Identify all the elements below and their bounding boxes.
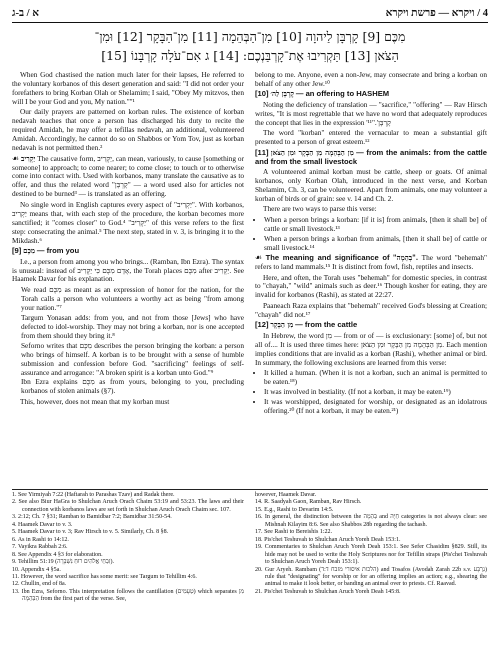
- paragraph: The word "korban" entered the vernacular to mean a substantial gift presented to a person of great esteem.¹²: [255, 128, 487, 147]
- footnote: 20. Gur Aryeh. Rambam (הלכות איסורי מזבח ד:ד) and Tosafos (Avodah Zarah 22b s.v. נִרְבָּע) rule that "designating" for worship or for an offering implies an action; e.g., shearing the animal to make it look better, or banding an animal over to priests. Cf. Raavad.: [255, 566, 487, 588]
- footnote: 1. See Yirmiyah 7:22 (Haftarah to Parashas Tzav) and Radak there.: [12, 492, 175, 498]
- footnote: 16. In general, the distinction between the בְּהֵמָה and חַיָּה categories is not always clear: see Mishnah Kilayim 8:6. See also Shabbos 28b regarding the tachash.: [255, 514, 487, 528]
- footnote: however, Haamek Davar.: [255, 492, 317, 498]
- footnote: 13. Ibn Ezra, Seforno. This interpretation follows the cantillation (טְעָמִים) which separates מִן הַבְּהֵמָה from the first part of the verse. See,: [12, 588, 244, 603]
- footnotes-right-column: [255, 492, 487, 604]
- bullet-list: [255, 216, 487, 253]
- chapter-verse-ref: א / ב-ג: [12, 7, 39, 19]
- footnote: 7. Vayikra Rabbah 2:6.: [12, 544, 68, 551]
- lemma-heading: [12] מִן הַבָּקָר — from the cattle: [255, 320, 358, 330]
- bullet-list: [255, 369, 487, 416]
- hebrew-verse-block: [20, 27, 480, 65]
- commentary-body: [12, 71, 488, 486]
- footnote: 9. Tehillim 51:19 (זִבְחֵי אֱלֹהִים רוּחַ נִשְׁבָּרָה).: [12, 559, 114, 566]
- list-item: • Seforno writes that מִכֶּם describes the person bringing the korban: a person who brings of himself. A korban is to be brought with a sense of humble submission and confession before God. "sacrificing" feelings of self-assurance and arrogance: "A broken spirit is a korban unto God."⁹: [21, 342, 244, 378]
- list-item: • It was worshipped, designated for worship, or designated as an idolatrous offering.²⁰ (If not a korban, it may be eaten.²¹): [264, 398, 487, 416]
- list-item: • Targum Yonasan adds: from you, and not from those [Jews] who have defected to idol-worship. They may not bring a korban, nor is one accepted from them should they bring it.⁸: [21, 314, 244, 341]
- hebrew-verse-line: הַצֹּאן [13] תַּקְרִיבוּ אֶת־קָרְבַּנְכֶם: [14] ג אִם־עֹלָה קָרְבָּנוֹ [15]: [101, 48, 399, 63]
- footnote: 3. 2:12; Ch. 7 §31; Ramban to Bamidbar 7:2; Bamidbar 31:50-54.: [12, 514, 172, 521]
- commentary-left-column: [12, 71, 244, 486]
- list-item: • When a person brings a korban from animals, [then it shall be] of cattle or small livestock.¹⁴: [264, 235, 487, 253]
- paragraph: I.e., a person from among you who brings... (Ramban, Ibn Ezra). The syntax is unusual: instead of אָדָם מִכֶּם כִּי יַקְרִיב, the Torah places מִכֶּם after יַקְרִיב. See Haamek Davar for his explanation.: [12, 256, 244, 284]
- footnote: 15. E.g., Rashi to Devarim 14:5.: [255, 506, 334, 513]
- lemma-text: The word "behemah" refers to land mammals.¹⁵ It is distinct from fowl, fish, reptiles and insects.: [255, 253, 488, 272]
- paragraph: When God chastised the nation much later for their lapses, He referred to the voluntary korbanos of this desert generation and said: "I did not order your forefathers to bring Korban Olah or Shelamim; I said, "Obey My mitzvos, then will I be your God and you, My nation.""¹: [12, 71, 244, 106]
- hebrew-verse-line: מִכֶּם [9] קָרְבָּן לַיהוָה [10] מִן־הַבְּהֵמָה [11] מִן־הַבָּקָר [12] וּמִן־: [94, 29, 406, 44]
- footnote: 6. As in Rashi to 14:12.: [12, 536, 69, 543]
- bullet-list: [12, 286, 244, 396]
- list-item: • It was involved in bestiality. (If not a korban, it may be eaten.¹⁹): [264, 388, 487, 397]
- footnote: 2. See also Biur HaGra to Shulchan Aruch Orach Chaim 53:19 and 53:23. The laws and their connection with korbanos laws are set forth in Shulchan Aruch Orach Chaim sec. 107.: [12, 499, 244, 513]
- list-item: • It killed a human. (When it is not a korban, such an animal is permitted to be eaten.¹⁸): [264, 369, 487, 387]
- footnote: 19. Commentaries to Shulchan Aruch Yoreh Deah 153:1. See Sefer Chasidim §829. Still, its hide may not be used to write the Holy Scriptures nor for Tefillin straps (Pis'chei Teshuvah to Shulchan Aruch Yoreh Deah 153:1).: [255, 544, 487, 566]
- lemma-heading: [11] מִן הַבְּהֵמָה מִן הַבָּקָר וּמִן הַצֹּאן — from the animals: from the cattle and from the small livestock: [255, 147, 488, 166]
- paragraph: There are two ways to parse this verse:: [263, 204, 377, 214]
- paragraph: Our daily prayers are patterned on korban rules. The existence of korban nedavah teaches that once a person has discharged his duty to recite the required Amidah, he may offer a tefillas nedavah, an additional, volunteered Amidah. Accordingly, he cannot do so on Shabbos or Yom Tov, just as korban nedavah is not permitted then.²: [12, 107, 244, 153]
- commentary-right-column: [255, 71, 487, 486]
- footnote: 5. Haamek Davar to v. 3; Rav Hirsch to v. 5. Similarly, Ch. 8 §8.: [12, 529, 169, 536]
- footnote: 12. Chullin, end of 8a.: [12, 581, 67, 588]
- lemma-text: The causative form, יַקְרִיב, can mean, variously, to cause [something or someone] to approach; to come nearer; to come close; to touch or to otherwise come into contact with. Used with korbanos, many translate the causative as to offer, and thus the related word "קָרְבָּן" — a word used also for articles not destined to be burned³ — is translated as an offering.: [12, 153, 245, 199]
- footnotes-left-column: [12, 492, 244, 604]
- footnote: 21. Pis'chei Teshuvah to Shulchan Aruch Yoreh Deah 145:8.: [255, 588, 401, 595]
- paragraph: A volunteered animal korban must be cattle, sheep or goats. Of animal korbanos, only Korban Olah, introduced in the next verse, and Korban Shelamim, Ch. 3, can be volunteered. Apart from animals, one may volunteer a korban of birds or of grain: see v. 14 and Ch. 2.: [255, 167, 487, 203]
- lemma-heading: [10] קָרְבָּן לַה׳ — an offering to HASHEM: [255, 89, 390, 99]
- section-marker-icon: ☙: [255, 253, 263, 263]
- lemma-heading: יַקְרִיב: [21, 153, 36, 163]
- paragraph: Here, and often, the Torah uses "behemah" for domestic species, in contrast to "chayah," "wild" animals such as deer.¹⁶ Though kosher for eating, they are invalid for korbanos (Rashi), as stated at 22:27.: [255, 272, 487, 300]
- lemma-heading: The meaning and significance of: [265, 253, 390, 263]
- list-item: • When a person brings a korban: [if it is] from animals, [then it shall be] of cattle or small livestock.¹³: [264, 216, 487, 234]
- running-header: [12, 4, 488, 23]
- paragraph: Noting the deficiency of translation — "sacrifice," "offering" — Rav Hirsch writes, "It is most regrettable that we have no word that adequately reproduces the concept that lies in the expression 'קָרְבָּן'."¹¹: [255, 99, 487, 127]
- footnote: 10. Appendix 4 §5a.: [12, 566, 61, 573]
- footnote: 18. Pis'chei Teshuvah to Shulchan Aruch Yoreh Deah 153:1.: [255, 536, 401, 543]
- list-item: • We read מִכֶּם as meant as an expression of honor for the nation, for the Torah calls a person who volunteers a worthy act as being "from among your nation."⁷: [21, 286, 244, 313]
- footnote: 8. See Appendix 4 §3 for elaboration.: [12, 551, 103, 558]
- footnote: 14. R. Saadyah Gaon, Ramban, Rav Hirsch.: [255, 499, 362, 506]
- list-item: • Ibn Ezra explains מִכֶּם as from yours, belonging to you, precluding korbanos of stolen animals (§7).: [21, 378, 244, 396]
- footnote: 4. Haamek Davar to v. 3.: [12, 521, 73, 528]
- paragraph: No single word in English captures every aspect of "יַקְרִיב". With korbanos, יַקְרִיב means that, with each step of the procedure, the korban becomes more sanctified; it "comes closer" to God.⁴ "יַקְרִיב" of this verse refers to the first step: consecrating the animal.⁵ The next step, stated in v. 3, is bringing it to the Mikdash.⁶: [12, 199, 244, 245]
- lemma-paragraph: [12, 155, 244, 200]
- lemma-paragraph: ☙ The meaning and significance of "בְּהֵמָה". The word "behemah" refers to land mammals.¹⁵ It is distinct from fowl, fish, reptiles and insects.: [255, 253, 488, 272]
- footnote: 17. See Rashi to Bereishis 1:22.: [255, 529, 333, 536]
- paragraph: This, however, does not mean that my korban must: [20, 396, 170, 406]
- paragraph: In Hebrew, the word מִן — from or of — is exclusionary: [some] of, but not all of.... It is used three times here: מִן הַבְּהֵמָה מִן הַבָּקָר וּמִן הַצֹּאן. Each mention implies conditions that are invalid as a korban (Rashi), whether animal or bird. In summary, the following exclusions are learned from this verse:: [255, 330, 487, 367]
- paragraph: Paaneach Raza explains that "behemah" received God's blessing at Creation; "chayah" did not.¹⁷: [255, 300, 487, 319]
- paragraph: belong to me. Anyone, even a non-Jew, may consecrate and bring a korban on behalf of any other Jew.¹⁰: [255, 71, 487, 88]
- section-marker-icon: ☙: [12, 153, 20, 163]
- lemma-heading: [9] מִכֶּם — from you: [12, 246, 80, 256]
- parashah-title: 4 / ויקרא — פרשת ויקרא: [385, 7, 488, 19]
- footnotes: [12, 489, 488, 604]
- footnote: 11. However, the word sacrifice has some merit: see Targum to Tehillim 4:6.: [12, 573, 197, 580]
